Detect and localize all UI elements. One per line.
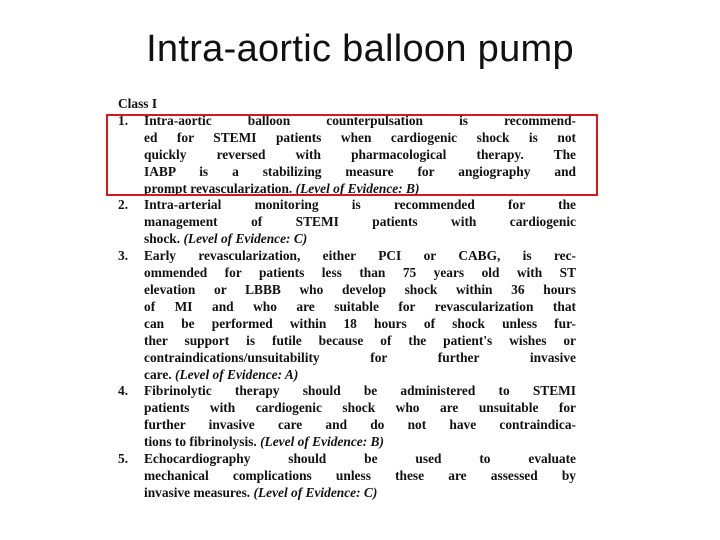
level-of-evidence: (Level of Evidence: B) bbox=[260, 434, 384, 450]
level-of-evidence: (Level of Evidence: B) bbox=[295, 180, 420, 196]
recommendation-line: ther support is futile because of the patient's wishes or bbox=[144, 332, 576, 348]
level-of-evidence: (Level of Evidence: A) bbox=[175, 366, 299, 382]
recommendation-line: Intra-arterial monitoring is recommended for the bbox=[144, 197, 576, 213]
recommendation-line: quickly reversed with pharmacological therapy. The bbox=[144, 146, 576, 162]
guideline-excerpt bbox=[116, 96, 576, 502]
recommendation-3 bbox=[116, 248, 576, 383]
recommendation-1 bbox=[116, 113, 576, 198]
recommendation-line: IABP is a stabilizing measure for angiography and bbox=[144, 163, 576, 179]
recommendation-line: of MI and who are suitable for revascularization that bbox=[144, 298, 576, 314]
recommendation-line: patients with cardiogenic shock who are unsuitable for bbox=[144, 400, 576, 416]
recommendation-number: 2. bbox=[118, 197, 129, 213]
recommendation-line: ommended for patients less than 75 years old with ST bbox=[144, 265, 576, 281]
recommendation-line: Intra-aortic balloon counterpulsation is recommend- bbox=[144, 112, 576, 128]
recommendation-line: invasive measures. bbox=[144, 484, 251, 500]
level-of-evidence: (Level of Evidence: C) bbox=[253, 484, 378, 500]
recommendation-line: care. bbox=[144, 366, 172, 382]
recommendation-last-line bbox=[144, 434, 576, 451]
recommendation-line: ed for STEMI patients when cardiogenic shock is not bbox=[144, 129, 576, 145]
recommendation-last-line bbox=[144, 231, 576, 248]
recommendation-line: prompt revascularization. bbox=[144, 180, 293, 196]
recommendation-number: 1. bbox=[118, 112, 129, 128]
recommendation-line: Fibrinolytic therapy should be administered to STEMI bbox=[144, 383, 576, 399]
recommendation-line: can be performed within 18 hours of shock unless fur- bbox=[144, 315, 576, 331]
recommendation-line: Echocardiography should be used to evaluate bbox=[144, 451, 576, 467]
recommendation-line: shock. bbox=[144, 231, 181, 247]
recommendation-line: mechanical complications unless these are assessed by bbox=[144, 467, 576, 483]
slide-title: Intra-aortic balloon pump bbox=[146, 28, 574, 70]
recommendation-line: tions to fibrinolysis. bbox=[144, 434, 257, 450]
recommendation-number: 3. bbox=[118, 248, 129, 264]
recommendation-4 bbox=[116, 383, 576, 451]
recommendation-number: 5. bbox=[118, 451, 129, 467]
recommendation-line: management of STEMI patients with cardiogenic bbox=[144, 214, 576, 230]
recommendation-5 bbox=[116, 451, 576, 502]
recommendation-line: contraindications/unsuitability for further invasive bbox=[144, 349, 576, 365]
recommendation-line: elevation or LBBB who develop shock within 36 hours bbox=[144, 281, 576, 297]
level-of-evidence: (Level of Evidence: C) bbox=[183, 231, 308, 247]
recommendation-last-line bbox=[144, 181, 576, 198]
recommendation-last-line bbox=[144, 485, 576, 502]
recommendation-number: 4. bbox=[118, 383, 129, 399]
recommendation-2 bbox=[116, 197, 576, 248]
class-heading: Class I bbox=[118, 96, 158, 111]
recommendation-line: further invasive care and do not have contraindica- bbox=[144, 417, 576, 433]
recommendation-last-line bbox=[144, 367, 576, 384]
recommendation-line: Early revascularization, either PCI or CABG, is rec- bbox=[144, 248, 576, 264]
